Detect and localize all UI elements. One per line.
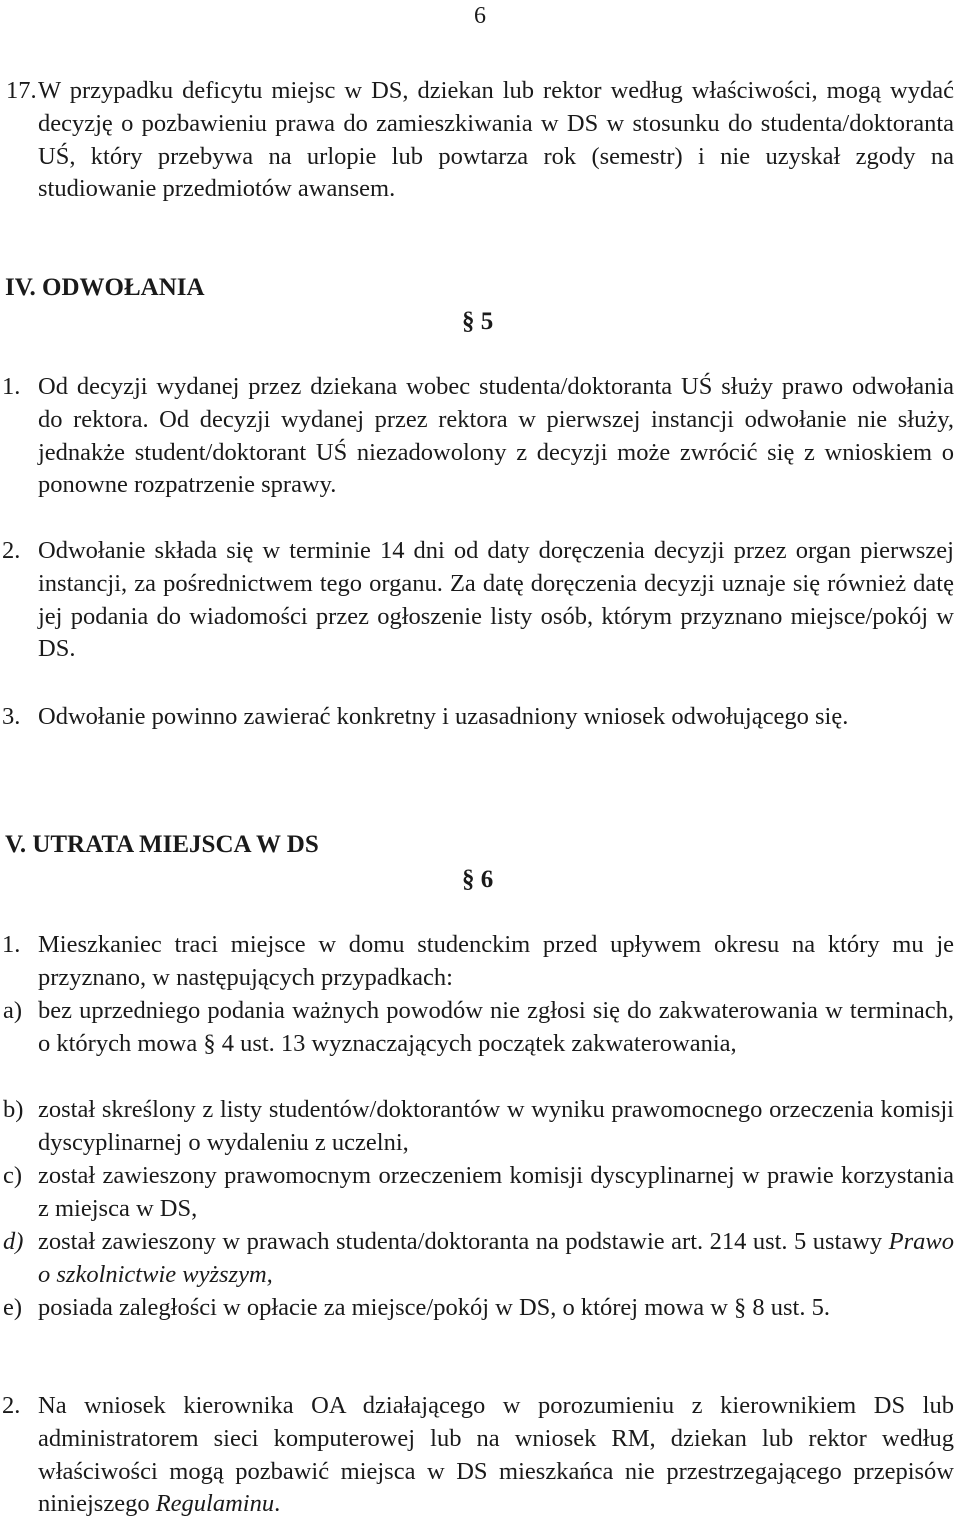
list-item-text: został zawieszony prawomocnym orzeczeniem komisji dyscyplinarnej w prawie korzystania z miejsca w DS, [38, 1162, 954, 1222]
paragraph-number: 2. [2, 537, 21, 564]
list-item-label: c) [3, 1162, 23, 1189]
paragraph-number: 1. [2, 373, 21, 400]
paragraph-iv-2 [2, 535, 954, 666]
paragraph-number: 1. [2, 931, 21, 958]
section-sign-6: § 6 [462, 866, 494, 893]
list-item-label: a) [3, 997, 23, 1024]
list-item-label: b) [3, 1096, 24, 1123]
section-heading-v: V. UTRATA MIEJSCA W DS [5, 831, 319, 858]
paragraph-italic: Regulaminu [155, 1490, 275, 1518]
list-item-b [3, 1094, 954, 1160]
list-item-text: bez uprzedniego podania ważnych powodów nie zgłosi się do zakwaterowania w terminach, o których mowa § 4 ust. 13 wyznaczających początek zakwaterowania, [38, 997, 954, 1057]
list-item-label: e) [3, 1294, 23, 1321]
list-item-italic: Prawo o szkolnictwie wyższym, [38, 1228, 954, 1288]
section-sign-5: § 5 [462, 308, 494, 335]
paragraph-tail: . [274, 1490, 281, 1518]
page-number: 6 [474, 3, 486, 29]
paragraph-text: W przypadku deficytu miejsc w DS, dziekan lub rektor według właściwości, mogą wydać decyzję o pozbawieniu prawa do zamieszkiwania w DS w stosunku do studenta/doktoranta UŚ, który przebywa na urlopie lub powtarza rok (semestr) i nie uzyskał zgody na studiowanie przedmiotów awansem. [38, 77, 954, 203]
list-item-label: d) [3, 1228, 24, 1255]
paragraph-number: 17. [6, 77, 37, 104]
list-item-c [3, 1160, 954, 1226]
paragraph-iv-3 [2, 701, 954, 734]
paragraph-text: Na wniosek kierownika OA działającego w porozumieniu z kierownikiem DS lub administratorem sieci komputerowej lub na wniosek RM, dziekan lub rektor według właściwości mogą pozbawić miejsca w DS mieszkańca nie przestrzegającego przepisów niniejszego [38, 1392, 954, 1518]
paragraph-text: Od decyzji wydanej przez dziekana wobec studenta/doktoranta UŚ służy prawo odwołania do rektora. Od decyzji wydanej przez rektora w pierwszej instancji odwołanie nie służy, jednakże student/doktorant UŚ niezadowolony z decyzji może zwrócić się z wnioskiem o ponowne rozpatrzenie sprawy. [38, 373, 954, 499]
paragraph-text: Mieszkaniec traci miejsce w domu studenckim przed upływem okresu na który mu je przyznano, w następujących przypadkach: [38, 931, 954, 991]
list-item-text: posiada zaległości w opłacie za miejsce/pokój w DS, o której mowa w § 8 ust. 5. [38, 1294, 830, 1321]
list-item-a [3, 995, 954, 1061]
paragraph-iv-1 [2, 371, 954, 502]
paragraph-number: 2. [2, 1392, 21, 1419]
paragraph-v-2 [2, 1390, 954, 1521]
paragraph-text: Odwołanie składa się w terminie 14 dni od daty doręczenia decyzji przez organ pierwszej instancji, za pośrednictwem tego organu. Za datę doręczenia decyzji uznaje się również datę jej podania do wiadomości przez ogłoszenie listy osób, którym przyznano miejsce/pokój w DS. [38, 537, 954, 663]
paragraph-text: Odwołanie powinno zawierać konkretny i uzasadniony wniosek odwołującego się. [38, 703, 849, 730]
section-heading-iv: IV. ODWOŁANIA [5, 274, 205, 301]
list-item-e [3, 1292, 954, 1325]
list-item-d [3, 1226, 954, 1292]
paragraph-v-1 [2, 929, 954, 995]
list-item-text: został zawieszony w prawach studenta/doktoranta na podstawie art. 214 ust. 5 ustawy [38, 1228, 889, 1255]
paragraph-number: 3. [2, 703, 21, 730]
paragraph-17 [6, 75, 954, 206]
list-item-text: został skreślony z listy studentów/doktorantów w wyniku prawomocnego orzeczenia komisji dyscyplinarnej o wydaleniu z uczelni, [38, 1096, 954, 1156]
